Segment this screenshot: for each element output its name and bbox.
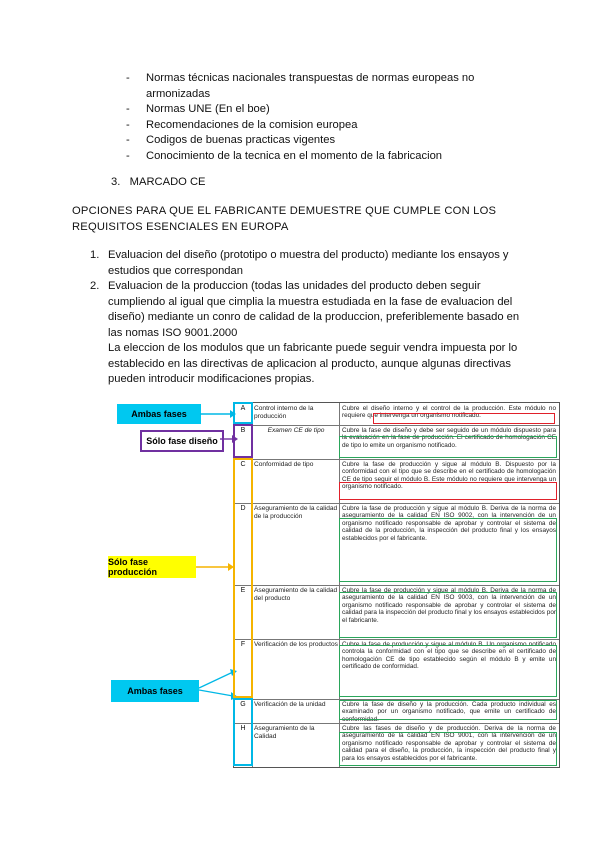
highlight-red-a [373, 413, 555, 424]
bullet-list [126, 71, 526, 164]
bullet-item: - Normas técnicas nacionales transpuestas de normas europeas no armonizadas [126, 71, 526, 102]
step-item: 2. Evaluacion de la produccion (todas las unidades del producto deben seguir cumpliendo al igual que cimplia la muestra estudiada en la fase de evaluacion del diseño) mediante un conro de calidad de la produccion, preferiblemente basado en las nomas ISO 9001.2000 [90, 279, 520, 341]
step-text: Evaluacion del diseño (prototipo o muestra del producto) mediante los ensayos y estudios que correspondan [108, 249, 509, 277]
table-row: H Aseguramiento de la Calidad Cubre las fases de diseño y de producción. Deriva de la norma de aseguramiento de la calidad EN ISO 9001, con la intervención de un organismo notificado responsable de aprobar y controlar el sistema de calidad para el diseño, la producción, la inspección del producto final y para los ensayos establecidos por el fabricante. [240, 725, 556, 762]
callout-solo-fase-diseno: Sólo fase diseño [140, 430, 224, 452]
step-text: Evaluacion de la produccion (todas las unidades del producto deben seguir cumpliendo al igual que cimplia la muestra estudiada en la fase de evaluacion del diseño) mediante un conro de calidad de la produccion, preferiblemente basado en las nomas ISO 9001.2000 [108, 280, 520, 339]
table-row: G Verificación de la unidad Cubre la fase de diseño y la producción. Cada producto individual es examinado por un organismo notificado, que emite un certificado de conformidad. [234, 699, 559, 724]
callout-ambas-fases-top: Ambas fases [117, 404, 201, 424]
bullet-text: Recomendaciones de la comision europea [146, 118, 358, 131]
options-heading: OPCIONES PARA QUE EL FABRICANTE DEMUESTRE QUE CUMPLE CON LOS REQUISITOS ESENCIALES EN EUROPA [72, 205, 497, 233]
arrow-icon [196, 561, 234, 573]
bullet-text: Normas técnicas nacionales transpuestas de normas europeas no armonizadas [146, 72, 475, 100]
table-row: B Examen CE de tipo Cubre la fase de diseño y debe ser seguido de un módulo dispuesto para la evaluación en la fase de producción. El certificado de homologación CE de tipo lo emite un organismo notificado. [234, 425, 559, 460]
table-row: F Verificación de los productos Cubre la fase de producción y sigue al módulo B. Un organismo notificado controla la conformidad con el tipo que se describe en el certificado de homologación CE de tipo establecido según el módulo B y emite un certificado de conformidad. [234, 639, 559, 700]
arrow-icon [200, 408, 236, 420]
highlight-purple-b [233, 424, 253, 458]
table-row: C Conformidad de tipo Cubre la fase de producción y sigue al módulo B. Dispuesto por la conformidad con el tipo que se describe en el certificado de homologación CE de tipo seguir el módulo B. Este módulo no requiere que intervenga un organismo notificado. [234, 459, 559, 504]
bullet-item: - Conocimiento de la tecnica en el momento de la fabricacion [126, 149, 526, 165]
steps-list [90, 248, 520, 388]
highlight-green-e [339, 592, 557, 638]
highlight-green-g [339, 700, 557, 720]
highlight-green-f [339, 645, 557, 697]
highlight-yellow-cf [233, 458, 253, 698]
step-note [90, 341, 520, 388]
section-heading [111, 176, 206, 188]
bullet-text: Conocimiento de la tecnica en el momento de la fabricacion [146, 149, 443, 162]
bullet-text: Normas UNE (En el boe) [146, 103, 270, 115]
table-row: E Aseguramiento de la calidad del producto Cubre la fase de producción y sigue al módulo B. Deriva de la norma de aseguramiento de la calidad EN ISO 9003, con la intervención de un organismo notificado responsable de aprobar y controlar el sistema de calidad para la inspección del producto final y los ensayos establecidos por el fabricante. [234, 585, 559, 640]
highlight-green-b [339, 436, 557, 458]
step-item: 1. Evaluacion del diseño (prototipo o muestra del producto) mediante los ensayos y estudios que correspondan [90, 248, 520, 279]
callout-ambas-fases-bottom: Ambas fases [111, 680, 199, 702]
highlight-green-d [339, 518, 557, 582]
bullet-item: - Recomendaciones de la comision europea [126, 118, 526, 134]
callout-solo-fase-produccion: Sólo fase producción [108, 556, 196, 578]
section-number: 3. [111, 176, 121, 188]
highlight-red-c [339, 482, 557, 500]
bullet-text: Codigos de buenas practicas vigentes [146, 134, 336, 146]
note-text: La eleccion de los modulos que un fabricante puede seguir vendra impuesta por lo establecido en las directivas de aplicacion al producto, aunque algunas directivas pueden introducir modificaciones propias. [108, 342, 518, 385]
highlight-cyan-gh [233, 698, 253, 766]
section-title: MARCADO CE [129, 176, 206, 188]
highlight-cyan-a [233, 402, 253, 424]
bullet-item: - Normas UNE (En el boe) [126, 102, 526, 118]
bullet-item: - Codigos de buenas practicas vigentes [126, 133, 526, 149]
table-row: A Control interno de la producción Cubre el diseño interno y el control de la producción. Este módulo no requiere que intervenga un organismo notificado. [234, 403, 559, 426]
highlight-green-h [339, 732, 557, 766]
table-row: D Aseguramiento de la calidad de la producción Cubre la fase de producción y sigue al módulo B. Deriva de la norma de aseguramiento de la calidad EN ISO 9002, con la intervención de un organismo notificado responsable de aprobar y controlar el sistema de calidad de la producción, la inspección del producto final y los ensayos establecidos por el fabricante. [234, 503, 559, 586]
